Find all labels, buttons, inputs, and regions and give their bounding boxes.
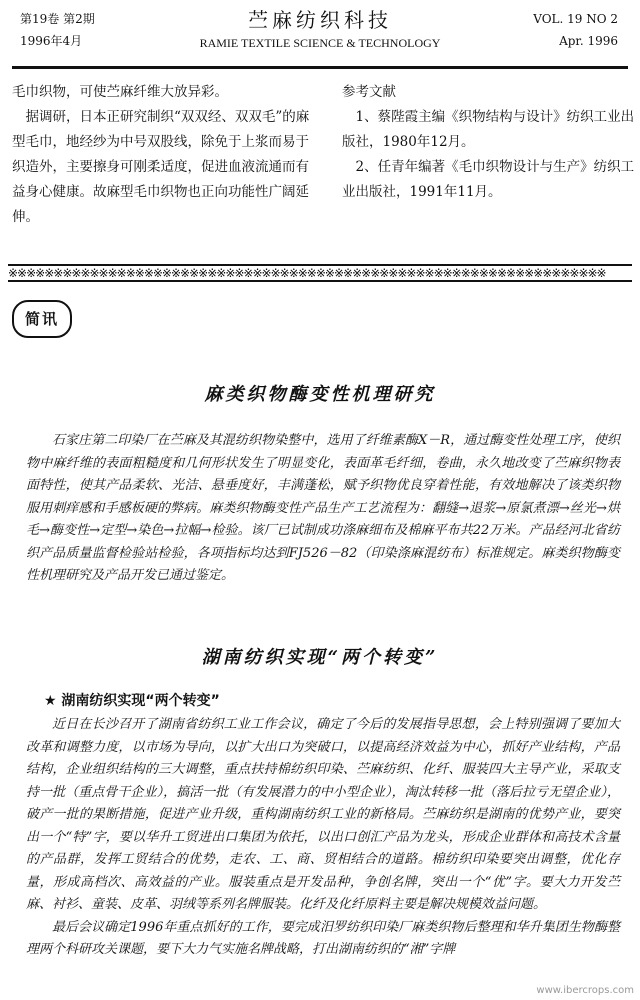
- article1-title: 麻类织物酶变性机理研究: [204, 384, 436, 405]
- article2-subtitle: ★ 湖南纺织实现“两个转变”: [44, 693, 220, 709]
- article2-body: [26, 714, 620, 962]
- reference-item: 1、蔡陛霞主编《织物结构与设计》纺织工业出版社，1980年12月。: [342, 109, 635, 150]
- left-paragraph-1: 毛巾织物，可使苎麻纤维大放异彩。: [12, 84, 228, 100]
- journal-title-en: RAMIE TEXTILE SCIENCE & TECHNOLOGY: [199, 36, 441, 50]
- reference-item: 2、任青年编著《毛巾织物设计与生产》纺织工业出版社，1991年11月。: [342, 159, 635, 200]
- watermark: www.ibercrops.com: [536, 985, 634, 996]
- article2-title: 湖南纺织实现“两个转变”: [201, 647, 439, 668]
- date-en: Apr. 1996: [559, 34, 618, 48]
- header-rule: [12, 66, 628, 69]
- news-brief-badge: 简讯: [12, 300, 72, 338]
- date-cn: 1996年4月: [20, 34, 83, 48]
- volume-issue-cn: 第19卷 第2期: [20, 12, 95, 26]
- left-paragraph-2: 据调研，日本正研究制织“双双经、双双毛”的麻型毛巾，地经纱为中号双股线，除免于上浆而易于织造外，主要擦身可刚柔适度，促进血液流通而有益身心健康。故麻型毛巾织物也正向功能性广阔延伸。: [12, 109, 310, 225]
- article2-paragraph: 近日在长沙召开了湖南省纺织工业工作会议，确定了今后的发展指导思想，会上特别强调了要加大改革和调整力度，以市场为导向，以扩大出口为突破口，以提高经济效益为中心，抓好产业结构，产品结构，企业组织结构的三大调整，重点扶持棉纺织印染、苎麻纺织、化纤、服装四大主导产业，采取支持一批（重点骨干企业），搞活一批（有发展潜力的中小型企业），淘汰转移一批（落后拉亏无望企业），破产一批的果断措施，促进产业升级，重构湖南纺织工业的新格局。苎麻纺织是湖南的优势产业，要突出一个“特”字，要以华升工贸进出口集团为依托，以出口创汇产品为龙头，形成企业群体和高技术含量的产品群，发挥工贸结合的优势，走农、工、商、贸相结合的道路。棉纺织印染要突出调整，优化存量，形成高档次、高效益的产业。服装重点是开发品种，争创名牌，突出一个“优”字。要大力开发苎麻、衬衫、童装、皮革、羽绒等系列名牌服装。化纤及化纤原料主要是解决规模效益问题。: [26, 717, 620, 912]
- volume-issue-en: VOL. 19 NO 2: [533, 12, 618, 26]
- page-header: [14, 6, 626, 64]
- journal-title-cn: 苎麻纺织科技: [248, 8, 392, 32]
- header-issue-en: [533, 8, 618, 52]
- article1-paragraph: 石家庄第二印染厂在苎麻及其混纺织物染整中，选用了纤维素酶X－R，通过酶变性处理工序，使织物中麻纤维的表面粗糙度和几何形状发生了明显变化，表面革毛纤细，卷曲，永久地改变了苎麻织物表面特性，使其产品柔软、光洁、悬垂度好，丰满蓬松，赋予织物优良穿着性能，有效地解决了该类织物服用刺痒感和手感板硬的弊病。麻类织物酶变性产品生产工艺流程为：翻缝→退浆→原氯煮漂→丝光→烘毛→酶变性→定型→染色→拉幅→检验。该厂已试制成功涤麻细布及棉麻平布共22万米。产品经河北省纺织产品质量监督检验站检验，各项指标均达到FJ526－82（印染涤麻混纺布）标准规定。麻类织物酶变性机理研究及产品开发已通过鉴定。: [26, 433, 620, 583]
- top-columns: [12, 80, 635, 250]
- left-column: [12, 80, 312, 230]
- references: [342, 80, 640, 205]
- article1-body: [26, 430, 620, 588]
- article2-paragraph: 最后会议确定1996年重点抓好的工作，要完成汨罗纺织印染厂麻类织物后整理和华升集团生物酶整理两个科研攻关课题，要下大力气实施名牌战略，打出湖南纺织的“湘”字牌: [26, 919, 620, 957]
- references-heading: 参考文献: [342, 84, 396, 100]
- decorative-divider: ※※※※※※※※※※※※※※※※※※※※※※※※※※※※※※※※※※※※※※※※※※※※※※※※※※※※※※※※※※※※※※※※※※: [8, 264, 632, 282]
